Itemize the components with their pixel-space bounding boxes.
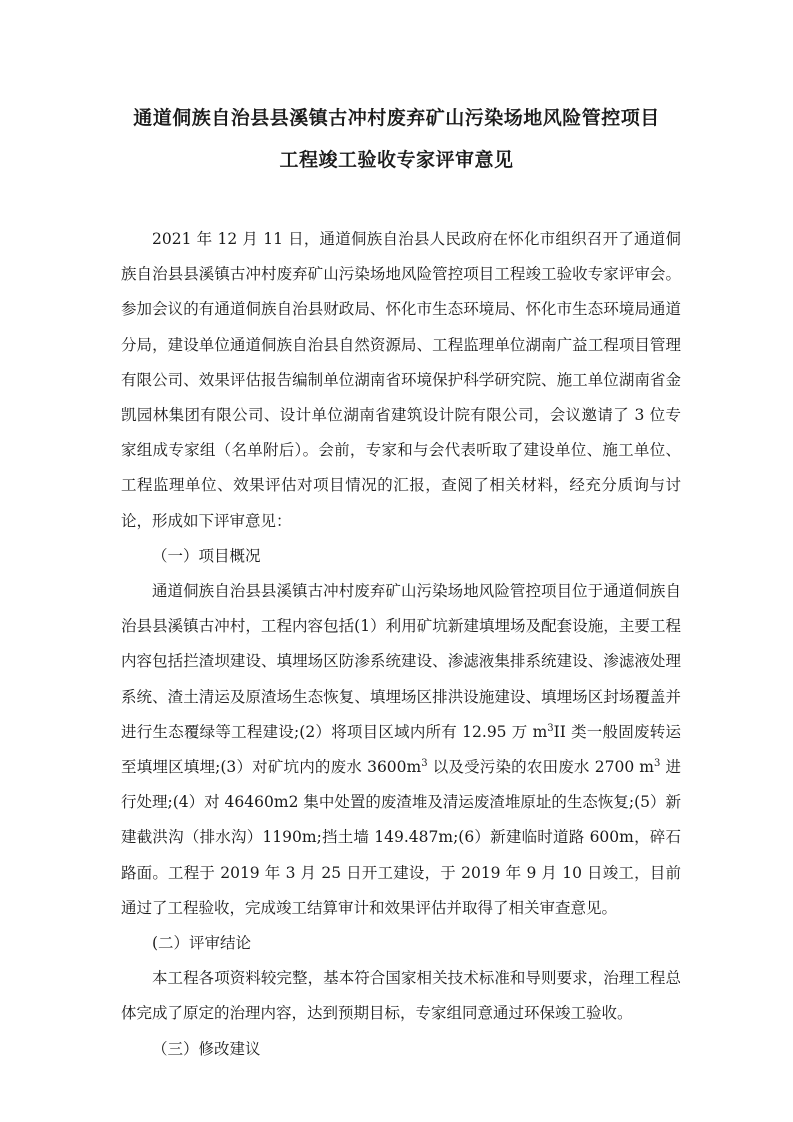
section-1-text-c: 以及受污染的农田废水 2700 m [427, 758, 654, 777]
document-title-line-1: 通道侗族自治县县溪镇古冲村废弃矿山污染场地风险管控项目 [133, 107, 660, 129]
document-title-line-2: 工程竣工验收专家评审意见 [279, 149, 514, 171]
superscript-2: 3 [421, 757, 428, 769]
section-1-paragraph [121, 574, 681, 926]
intro-paragraph: 2021 年 12 月 11 日，通道侗族自治县人民政府在怀化市组织召开了通道侗族自治县县溪镇古冲村废弃矿山污染场地风险管控项目工程竣工验收专家评审会。参加会议的有通道侗族自治县财政局、怀化市生态环境局、怀化市生态环境局通道分局，建设单位通道侗族自治县自然资源局、工程监理单位湖南广益工程项目管理有限公司、效果评估报告编制单位湖南省环境保护科学研究院、施工单位湖南省金凯园林集团有限公司、设计单位湖南省建筑设计院有限公司，会议邀请了 3 位专家组成专家组（名单附后）。会前，专家和与会代表听取了建设单位、施工单位、工程监理单位、效果评估对项目情况的汇报，查阅了相关材料，经充分质询与讨论，形成如下评审意见： [121, 230, 681, 530]
section-1-text-b: II 类一般固废转运至填埋区填埋;(3）对矿坑内的废水 3600m [121, 722, 681, 777]
document-body [121, 222, 681, 1067]
section-2-paragraph: 本工程各项资料较完整，基本符合国家相关技术标准和导则要求，治理工程总体完成了原定的治理内容，达到预期目标，专家组同意通过环保竣工验收。 [121, 969, 681, 1023]
superscript-1: 3 [547, 722, 554, 734]
section-1-heading: （一）项目概况 [152, 546, 261, 565]
section-2-heading: (二）评审结论 [152, 934, 252, 953]
section-1-text-d: 进行处理;(4）对 46460m2 集中处置的废渣堆及清运废渣堆原址的生态恢复;(5）新建截洪沟（排水沟）1190m;挡土墙 149.487m;(6）新建临时道路 600m，碎石路面。工程于 2019 年 3 月 25 日开工建设，于 2019 年 9 月 10 日竣工，目前通过了工程验收，完成竣工结算审计和效果评估并取得了相关审查意见。 [121, 758, 681, 917]
section-1-text-a: 通道侗族自治县县溪镇古冲村废弃矿山污染场地风险管控项目位于通道侗族自治县县溪镇古冲村，工程内容包括(1）利用矿坑新建填埋场及配套设施，主要工程内容包括拦渣坝建设、填埋场区防渗系统建设、渗滤液集排系统建设、渗滤液处理系统、渣土清运及原渣场生态恢复、填埋场区排洪设施建设、填埋场区封场覆盖并进行生态覆绿等工程建设;(2）将项目区域内所有 12.95 万 m [121, 582, 681, 741]
superscript-3: 3 [654, 757, 661, 769]
section-3-heading: （三）修改建议 [152, 1039, 261, 1058]
